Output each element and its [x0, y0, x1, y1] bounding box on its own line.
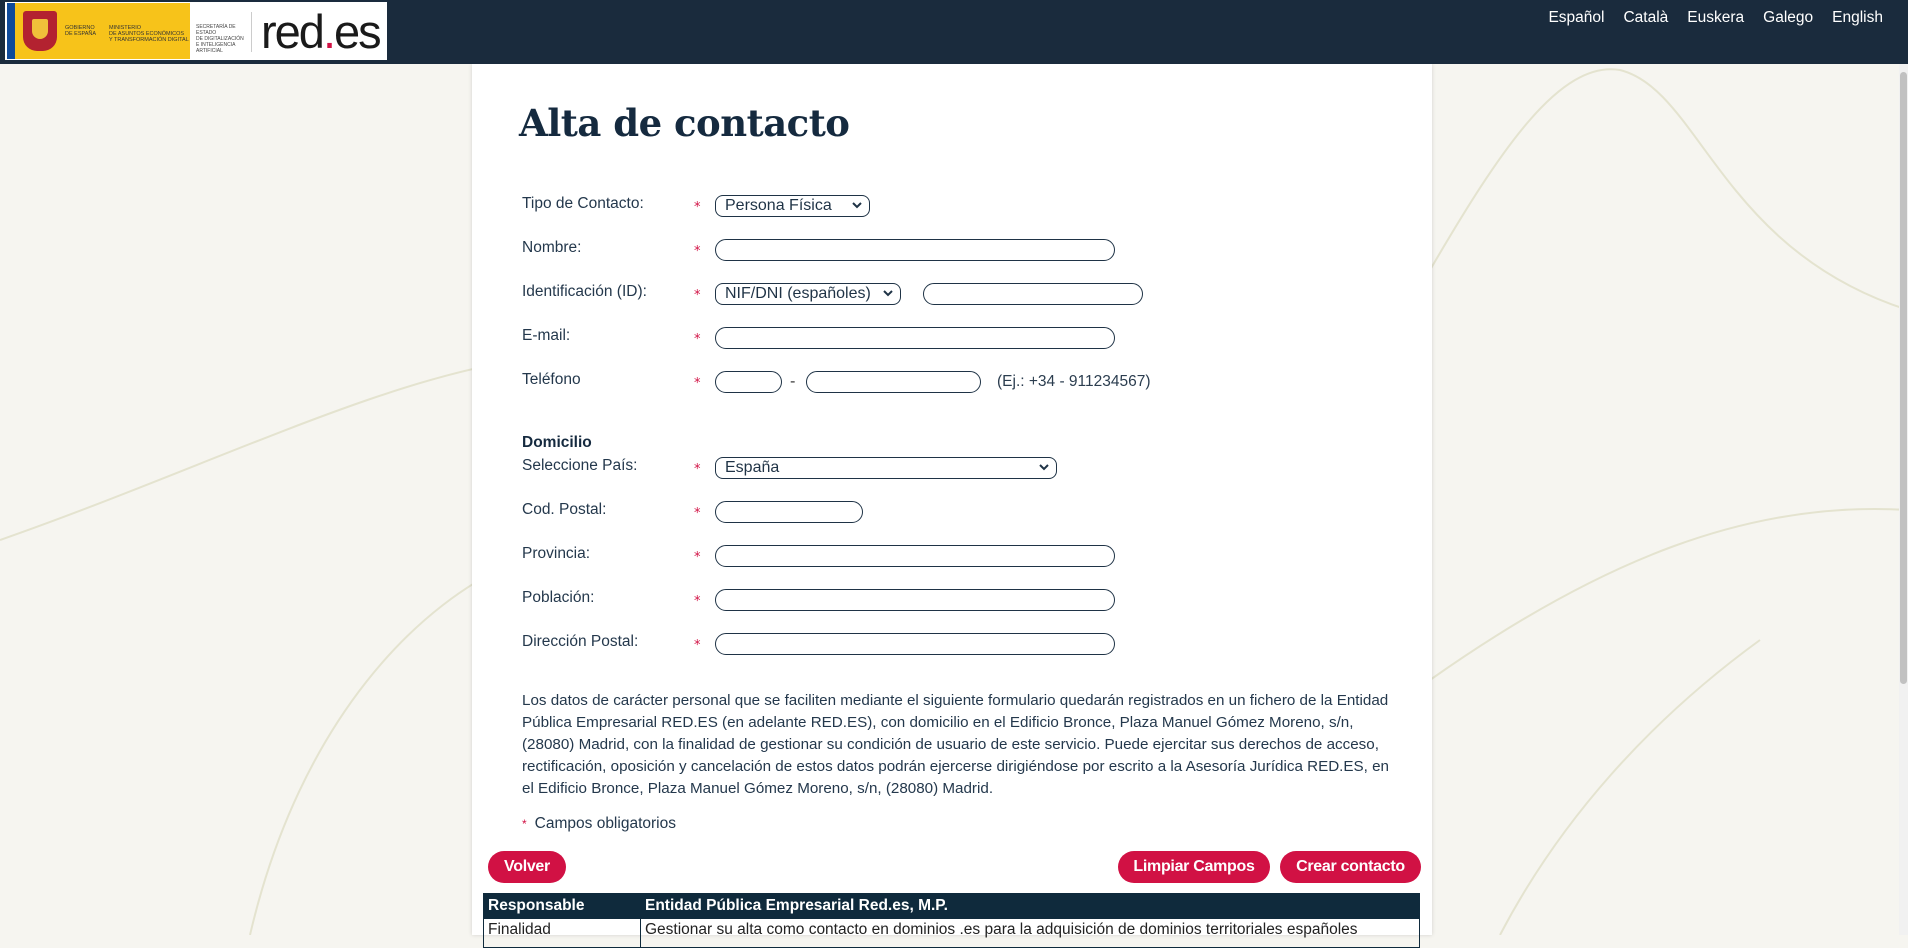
logo-gobierno-text: GOBIERNO DE ESPAÑA: [65, 25, 97, 37]
required-marker: *: [694, 376, 701, 391]
required-marker: *: [694, 550, 701, 565]
identificacion-label: Identificación (ID):: [522, 283, 647, 300]
pais-value: España: [725, 459, 780, 476]
cod-postal-input[interactable]: [715, 501, 863, 523]
required-marker: *: [694, 594, 701, 609]
required-marker: *: [694, 638, 701, 653]
table-header-cell: Responsable: [484, 894, 641, 919]
lang-galego[interactable]: Galego: [1763, 9, 1814, 26]
table-header-cell: Entidad Pública Empresarial Red.es, M.P.: [641, 894, 1420, 919]
pais-select[interactable]: [715, 457, 1057, 479]
clear-fields-button[interactable]: Limpiar Campos: [1118, 851, 1270, 883]
required-marker: *: [694, 200, 701, 215]
tipo-contacto-select[interactable]: [715, 195, 870, 217]
id-type-select[interactable]: [715, 283, 901, 305]
lang-catala[interactable]: Català: [1623, 9, 1669, 26]
data-protection-table: [483, 893, 1420, 948]
lang-espanol[interactable]: Español: [1548, 9, 1605, 26]
email-input[interactable]: [715, 327, 1115, 349]
privacy-notice: Los datos de carácter personal que se faciliten mediante el siguiente formulario quedarán registrados en un fichero de la Entidad Pública Empresarial RED.ES (en adelante RED.ES), con domicilio en el Edificio Bronce, Plaza Manuel Gómez Moreno, s/n, (28080) Madrid, con la finalidad de gestionar su condición de usuario de este servicio. Puede ejercitar sus derechos de acceso, rectificación, oposición y cancelación de estos datos podrán ejercerse dirigiéndose por escrito a la Asesoría Jurídica RED.ES, en el Edificio Bronce, Plaza Manuel Gómez Moreno, s/n, (28080) Madrid.: [522, 692, 1389, 797]
top-navigation-bar: [0, 0, 1908, 64]
page-scrollbar-thumb[interactable]: [1900, 72, 1907, 684]
direccion-input[interactable]: [715, 633, 1115, 655]
government-logo[interactable]: [5, 2, 387, 60]
required-marker: *: [694, 288, 701, 303]
required-marker: *: [522, 817, 527, 831]
logo-divider: [251, 12, 252, 52]
domicilio-heading: Domicilio: [522, 434, 592, 451]
phone-hint: (Ej.: +34 - 911234567): [997, 373, 1151, 390]
logo-ministerio-text: MINISTERIO DE ASUNTOS ECONÓMICOS Y TRANSFORMACIÓN DIGITAL: [109, 25, 189, 43]
page-title: Alta de contacto: [519, 101, 850, 145]
phone-number-input[interactable]: [806, 371, 981, 393]
required-marker: *: [694, 462, 701, 477]
poblacion-label: Población:: [522, 589, 595, 606]
id-type-value: NIF/DNI (españoles): [725, 285, 871, 302]
logo-secretaria-text: SECRETARÍA DE ESTADO DE DIGITALIZACIÓN E INTELIGENCIA ARTIFICIAL: [196, 24, 244, 54]
provincia-input[interactable]: [715, 545, 1115, 567]
poblacion-input[interactable]: [715, 589, 1115, 611]
lang-english[interactable]: English: [1832, 9, 1883, 26]
chevron-down-icon: [851, 199, 863, 211]
redes-logo: red.es: [261, 5, 380, 58]
tipo-contacto-value: Persona Física: [725, 197, 832, 214]
nombre-input[interactable]: [715, 239, 1115, 261]
spain-government-emblem: [7, 3, 190, 59]
telefono-label: Teléfono: [522, 371, 581, 388]
email-label: E-mail:: [522, 327, 571, 344]
provincia-label: Provincia:: [522, 545, 591, 562]
table-row: [484, 919, 1420, 948]
chevron-down-icon: [1038, 461, 1050, 473]
coat-of-arms-icon: [23, 11, 57, 51]
required-marker: *: [694, 506, 701, 521]
contact-form-card: [472, 64, 1432, 938]
back-button[interactable]: Volver: [488, 851, 566, 883]
language-selector: [1548, 0, 1908, 36]
required-marker: *: [694, 332, 701, 347]
phone-separator: -: [790, 372, 796, 390]
table-cell: Finalidad: [484, 919, 641, 948]
id-number-input[interactable]: [923, 283, 1143, 305]
mandatory-fields-text: Campos obligatorios: [534, 815, 676, 832]
lang-euskera[interactable]: Euskera: [1687, 9, 1745, 26]
phone-prefix-input[interactable]: [715, 371, 782, 393]
cod-postal-label: Cod. Postal:: [522, 501, 607, 518]
pais-label: Seleccione País:: [522, 457, 638, 474]
chevron-down-icon: [882, 287, 894, 299]
nombre-label: Nombre:: [522, 239, 582, 256]
tipo-contacto-label: Tipo de Contacto:: [522, 195, 644, 212]
direccion-label: Dirección Postal:: [522, 633, 639, 650]
create-contact-button[interactable]: Crear contacto: [1280, 851, 1421, 883]
table-cell: Gestionar su alta como contacto en dominios .es para la adquisición de dominios territoriales españoles: [641, 919, 1420, 948]
mandatory-fields-note: [522, 815, 676, 833]
table-header-row: [484, 894, 1420, 919]
required-marker: *: [694, 244, 701, 259]
